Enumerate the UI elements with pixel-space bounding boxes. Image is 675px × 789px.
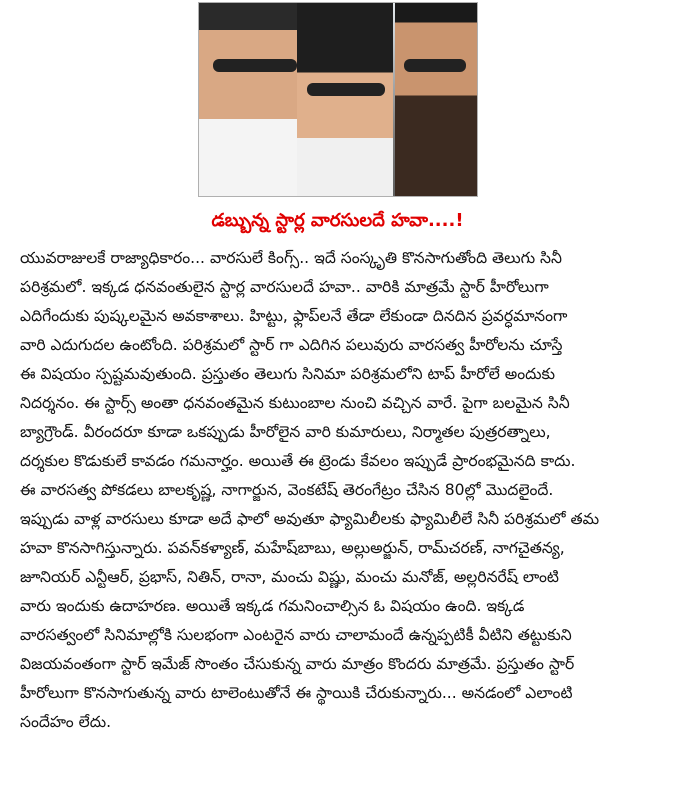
sunglasses-icon bbox=[307, 83, 385, 96]
actor-photo-3 bbox=[395, 3, 477, 196]
article-line: ఈ విషయం స్పష్టమవుతుంది. ప్రస్తుతం తెలుగు సినిమా పరిశ్రమలోని టాప్ హీరోలే అందుకు bbox=[20, 365, 556, 383]
article-headline: డబ్బున్న స్టార్ల వారసులదే హవా....! bbox=[211, 210, 464, 231]
actor-photo-1 bbox=[199, 3, 309, 196]
article-line: ఇప్పుడు వాళ్ల వారసులు కూడా అదే ఫాలో అవుతూ ఫ్యామిలీలకు ఫ్యామిలీలే సినీ పరిశ్రమలో తమ bbox=[20, 510, 600, 528]
sunglasses-icon bbox=[404, 59, 466, 72]
article-line: యువరాజులకే రాజ్యాధికారం... వారసులే కింగ్స్.. ఇదే సంస్కృతి కొనసాగుతోంది తెలుగు సినీ bbox=[20, 249, 562, 267]
sunglasses-icon bbox=[213, 59, 297, 72]
article-line: బ్యాగ్రౌండ్. వీరందరూ కూడా ఒకప్పుడు హీరోలైన వారి కుమారులు, నిర్మాతల పుత్రరత్నాలు, bbox=[20, 423, 551, 441]
actor-photo-2 bbox=[297, 3, 393, 196]
article-line: జూనియర్ ఎన్టీఆర్, ప్రభాస్, నితిన్, రానా, మంచు విష్ణు, మంచు మనోజ్, అల్లరినరేష్ లాంటి bbox=[20, 568, 559, 586]
article-line: సందేహం లేదు. bbox=[20, 713, 112, 731]
article-line: దర్శకుల కొడుకులే కావడం గమనార్హం. అయితే ఈ ట్రెండు కేవలం ఇప్పుడే ప్రారంభమైనది కాదు. bbox=[20, 452, 576, 470]
article-line: హవా కొనసాగిస్తున్నారు. పవన్‌కళ్యాణ్, మహేష్‌బాబు, అల్లుఅర్జున్, రామ్‌చరణ్, నాగచైతన్య, bbox=[20, 539, 565, 557]
article-line: నిదర్శనం. ఈ స్టార్స్ అంతా ధనవంతమైన కుటుంబాల నుంచి వచ్చిన వారే. పైగా బలమైన సినీ bbox=[20, 394, 570, 412]
article-line: హీరోలుగా కొనసాగుతున్న వారు టాలెంటుతోనే ఈ స్థాయికి చేరుకున్నారు... అనడంలో ఎలాంటి bbox=[20, 684, 573, 702]
article-line: వారసత్వంలో సినిమాల్లోకి సులభంగా ఎంటరైన వారు చాలామందే ఉన్నప్పటికీ వీటిని తట్టుకుని bbox=[20, 626, 572, 644]
article-line: ఈ వారసత్వ పోకడలు బాలకృష్ణ, నాగార్జున, వెంకటేష్ తెరంగేట్రం చేసిన 80ల్లో మొదలైందే. bbox=[20, 481, 554, 499]
article-line: పరిశ్రమలో. ఇక్కడ ధనవంతులైన స్టార్ల వారసులదే హవా.. వారికి మాత్రమే స్టార్ హీరోలుగా bbox=[20, 278, 549, 296]
article-body bbox=[20, 244, 660, 737]
article-line: ఎదిగేందుకు పుష్కలమైన అవకాశాలు. హిట్టు, ఫ్లాప్‌లనే తేడా లేకుండా దినదిన ప్రవర్ధమానంగా bbox=[20, 307, 568, 325]
article-line: వారు ఇందుకు ఉదాహరణ. అయితే ఇక్కడ గమనించాల్సిన ఓ విషయం ఉంది. ఇక్కడ bbox=[20, 597, 525, 615]
article-line: విజయవంతంగా స్టార్ ఇమేజ్ సొంతం చేసుకున్న వారు మాత్రం కొందరు మాత్రమే. ప్రస్తుతం స్టార్ bbox=[20, 655, 575, 673]
hero-photo-collage bbox=[198, 2, 478, 197]
article-line: వారి ఎదుగుదల ఉంటోంది. పరిశ్రమలో స్టార్ గా ఎదిగిన పలువురు వారసత్వ హీరోలను చూస్తే bbox=[20, 336, 563, 354]
